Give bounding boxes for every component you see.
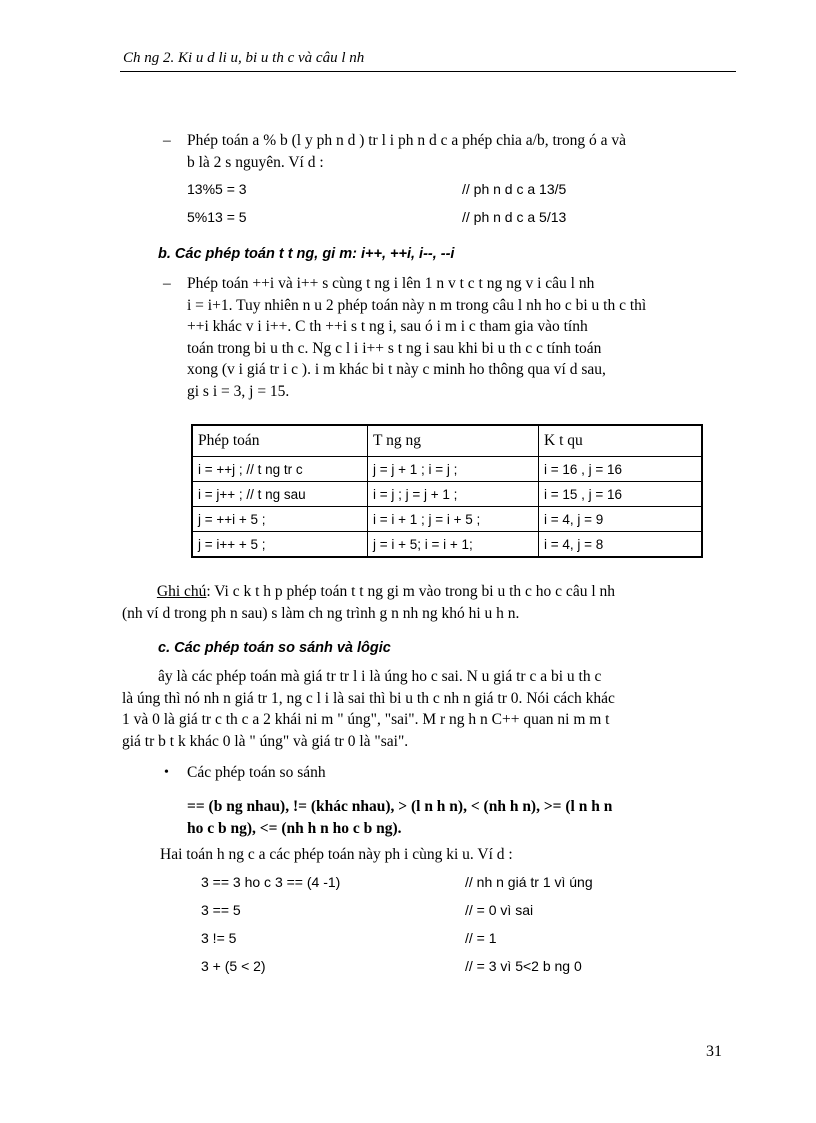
note-text: : Vi c k t h p phép toán t t ng gi m vào trong bi u th c ho c câu l nh: [206, 583, 615, 600]
paragraph-line: ây là các phép toán mà giá tr tr l i là úng ho c sai. N u giá tr c a bi u th c: [158, 668, 602, 685]
note-label: Ghi chú: [156, 583, 207, 600]
example-code: 3 + (5 < 2): [201, 958, 266, 974]
table-header-cell: K t qu: [539, 425, 703, 457]
paragraph-line: toán trong bi u th c. Ng c l i i++ s t ng i sau khi bi u th c c tính toán: [187, 339, 602, 357]
note-line: (nh ví d trong ph n sau) s làm ch ng trình g n nh ng khó hi u h n.: [122, 604, 520, 622]
table-cell: j = j + 1 ; i = j ;: [368, 457, 539, 482]
table-cell: i = j++ ; // t ng sau: [192, 482, 368, 507]
running-header: Ch ng 2. Ki u d li u, bi u th c và câu l nh: [123, 50, 365, 66]
table-cell: i = 4, j = 9: [539, 507, 703, 532]
increment-paragraph: [187, 273, 732, 402]
example-code: 5%13 = 5: [187, 209, 247, 225]
bullet-text: Các phép toán so sánh: [187, 764, 326, 781]
example-code: 13%5 = 3: [187, 181, 247, 197]
paragraph-line: xong (v i giá tr i c ). i m khác bi t này c minh ho thông qua ví d sau,: [187, 361, 606, 378]
example-comment: // ph n d c a 5/13: [462, 209, 567, 225]
operators-line: ho c b ng), <= (nh h n ho c b ng).: [187, 819, 402, 837]
example-comment: // = 1: [465, 930, 497, 946]
example-code: 3 == 3 ho c 3 == (4 -1): [201, 874, 341, 890]
modulo-line: Phép toán a % b (l y ph n d ) tr l i ph n d c a phép chia a/b, trong ó a và: [187, 132, 627, 149]
logic-paragraph: [122, 666, 734, 752]
example-comment: // = 0 vì sai: [465, 902, 534, 918]
header-rule: [120, 71, 736, 72]
list-dash: –: [163, 275, 171, 292]
table-row: [192, 532, 702, 558]
comparison-operators: [187, 796, 734, 839]
table-cell: j = ++i + 5 ;: [192, 507, 368, 532]
table-header-row: [192, 425, 702, 457]
paragraph-line: Phép toán ++i và i++ s cùng t ng i lên 1 n v t c t ng ng v i câu l nh: [187, 275, 595, 292]
example-code: 3 != 5: [201, 930, 237, 946]
table-cell: i = 16 , j = 16: [539, 457, 703, 482]
table-cell: i = j ; j = j + 1 ;: [368, 482, 539, 507]
example-code: 3 == 5: [201, 902, 241, 918]
section-c-heading: c. Các phép toán so sánh và lôgic: [158, 640, 391, 656]
table-cell: i = ++j ; // t ng tr c: [192, 457, 368, 482]
table-header-cell: T ng ng: [368, 425, 539, 457]
table-cell: j = i++ + 5 ;: [192, 532, 368, 558]
example-comment: // nh n giá tr 1 vì úng: [465, 874, 593, 890]
note-paragraph: [122, 581, 734, 624]
paragraph-line: gi s i = 3, j = 15.: [187, 382, 290, 400]
operators-line: == (b ng nhau), != (khác nhau), > (l n h n), < (nh h n), >= (l n h n: [187, 798, 613, 815]
table-cell: j = i + 5; i = i + 1;: [368, 532, 539, 558]
table-row: [192, 507, 702, 532]
table-row: [192, 482, 702, 507]
paragraph-line: là úng thì nó nh n giá tr 1, ng c l i là sai thì bi u th c nh n giá tr 0. Nói cách khác: [122, 689, 615, 707]
paragraph-line: ++i khác v i i++. C th ++i s t ng i, sau ó i m i c tham gia vào tính: [187, 318, 588, 335]
paragraph-line: i = i+1. Tuy nhiên n u 2 phép toán này n m trong câu l nh ho c bi u th c thì: [187, 296, 647, 314]
increment-table: [191, 424, 703, 558]
table-cell: i = 15 , j = 16: [539, 482, 703, 507]
modulo-paragraph: [187, 130, 732, 173]
example-comment: // ph n d c a 13/5: [462, 181, 567, 197]
table-cell: i = 4, j = 8: [539, 532, 703, 558]
paragraph-line: giá tr b t k khác 0 là " úng" và giá tr 0 là "sai".: [122, 732, 409, 750]
table-cell: i = i + 1 ; j = i + 5 ;: [368, 507, 539, 532]
list-dash: –: [163, 132, 171, 149]
note-line: [122, 581, 734, 603]
bullet-icon: •: [164, 765, 169, 780]
page-number: 31: [706, 1043, 722, 1060]
operand-note: Hai toán h ng c a các phép toán này ph i cùng ki u. Ví d :: [160, 846, 513, 863]
table-row: [192, 457, 702, 482]
modulo-line: b là 2 s nguyên. Ví d :: [187, 153, 324, 171]
example-comment: // = 3 vì 5<2 b ng 0: [465, 958, 582, 974]
paragraph-line: 1 và 0 là giá tr c th c a 2 khái ni m " úng", "sai". M r ng h n C++ quan ni m m t: [122, 711, 610, 728]
section-b-heading: b. Các phép toán t t ng, gi m: i++, ++i, i--, --i: [158, 246, 455, 262]
table-header-cell: Phép toán: [192, 425, 368, 457]
